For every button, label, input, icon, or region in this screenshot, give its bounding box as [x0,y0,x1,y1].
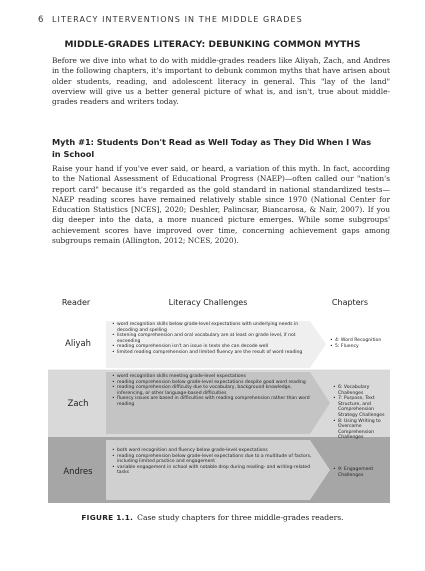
myth-paragraph: Raise your hand if you've ever said, or heard, a variation of this myth. In fact, according to the National Assessment of Educational Progress (NAEP)—often called our "nation's report card" because it's regarded as the gold standard in national standardized tests—NAEP reading scores have remained relatively stable since 1970 (National Center for Education Statistics [NCES], 2020; Deshler, Palincsar, Biancarosa, & Nair, 2007). If you dig deeper into the data, a more nuanced picture emerges. While some subgroups' achievement scores have improved over time, concerning achievement gaps among subgroups remain (Allington, 2012; NCES, 2020). [52,164,390,246]
chapter-item: • 7: Purpose, Text Structure, and Comprehension Strategy Challenges [333,396,389,418]
figure-caption [0,513,425,522]
chapter-item: • 4: Word Recognition [330,338,388,344]
challenge-item: • reading comprehension isn't an issue in texts she can decode well [112,344,310,350]
running-head: LITERACY INTERVENTIONS IN THE MIDDLE GRADES [52,15,303,24]
challenge-item: • fluency issues are based in difficulties with reading comprehension rather than word reading [112,396,312,407]
page-number: 6 [38,15,44,25]
challenge-item: • limited reading comprehension and limited fluency are the result of word reading [112,350,310,356]
challenge-item: • word recognition skills meeting grade-level expectations [112,374,312,380]
challenge-item: • listening comprehension and oral vocabulary are at least on grade level, if not exceeding [112,333,310,344]
header-literacy-challenges: Literacy Challenges [168,298,248,307]
section-title: MIDDLE-GRADES LITERACY: DEBUNKING COMMON MYTHS [64,40,361,50]
caption-text: Case study chapters for three middle-grades readers. [137,513,344,522]
header-reader: Reader [61,298,91,307]
chapter-item: • 6: Vocabulary Challenges [333,385,389,396]
challenge-item: • word recognition skills below grade-level expectations with underlying needs in decoding and spelling [112,322,310,333]
chapters-andres [333,467,389,478]
challenge-item: • reading comprehension difficulty due to vocabulary, background knowledge, inferencing, or other language-based difficulties [112,385,312,396]
chapters-aliyah [330,338,388,349]
chapter-item: • 5: Fluency [330,344,388,350]
challenge-item: • reading comprehension below grade-level expectations due to a multitude of factors, including limited practice and engagement [112,454,312,465]
intro-paragraph: Before we dive into what to do with middle-grades readers like Aliyah, Zach, and Andres in the following chapters, it's important to debunk common myths that have arisen about older students, reading, and adolescent literacy in general. This "lay of the land" overview will give us a better general picture of what is, and isn't, true about middle-grades readers and writers today. [52,56,390,107]
reader-zach: Zach [67,398,89,408]
reader-aliyah: Aliyah [65,338,91,348]
myth-heading: Myth #1: Students Don't Read as Well Today as They Did When I Was in School [52,137,372,159]
challenges-andres [106,448,312,476]
caption-label: FIGURE 1.1. [81,513,134,522]
chapter-item: • 8: Using Writing to Overcome Comprehension Challenges [333,419,389,441]
running-header [38,15,385,29]
challenge-item: • both word recognition and fluency below grade-level expectations [112,448,312,454]
header-chapters: Chapters [331,298,369,307]
challenges-zach [106,374,312,407]
reader-andres: Andres [63,466,93,476]
challenge-item: • reading comprehension below grade-level expectations despite good word reading [112,380,312,386]
chapter-item: • 9: Engagement Challenges [333,467,389,478]
challenge-item: • variable engagement in school with notable drop during reading- and writing-related tasks [112,465,312,476]
chapters-zach [333,385,389,441]
challenges-aliyah [106,322,310,355]
case-study-figure [48,290,390,503]
